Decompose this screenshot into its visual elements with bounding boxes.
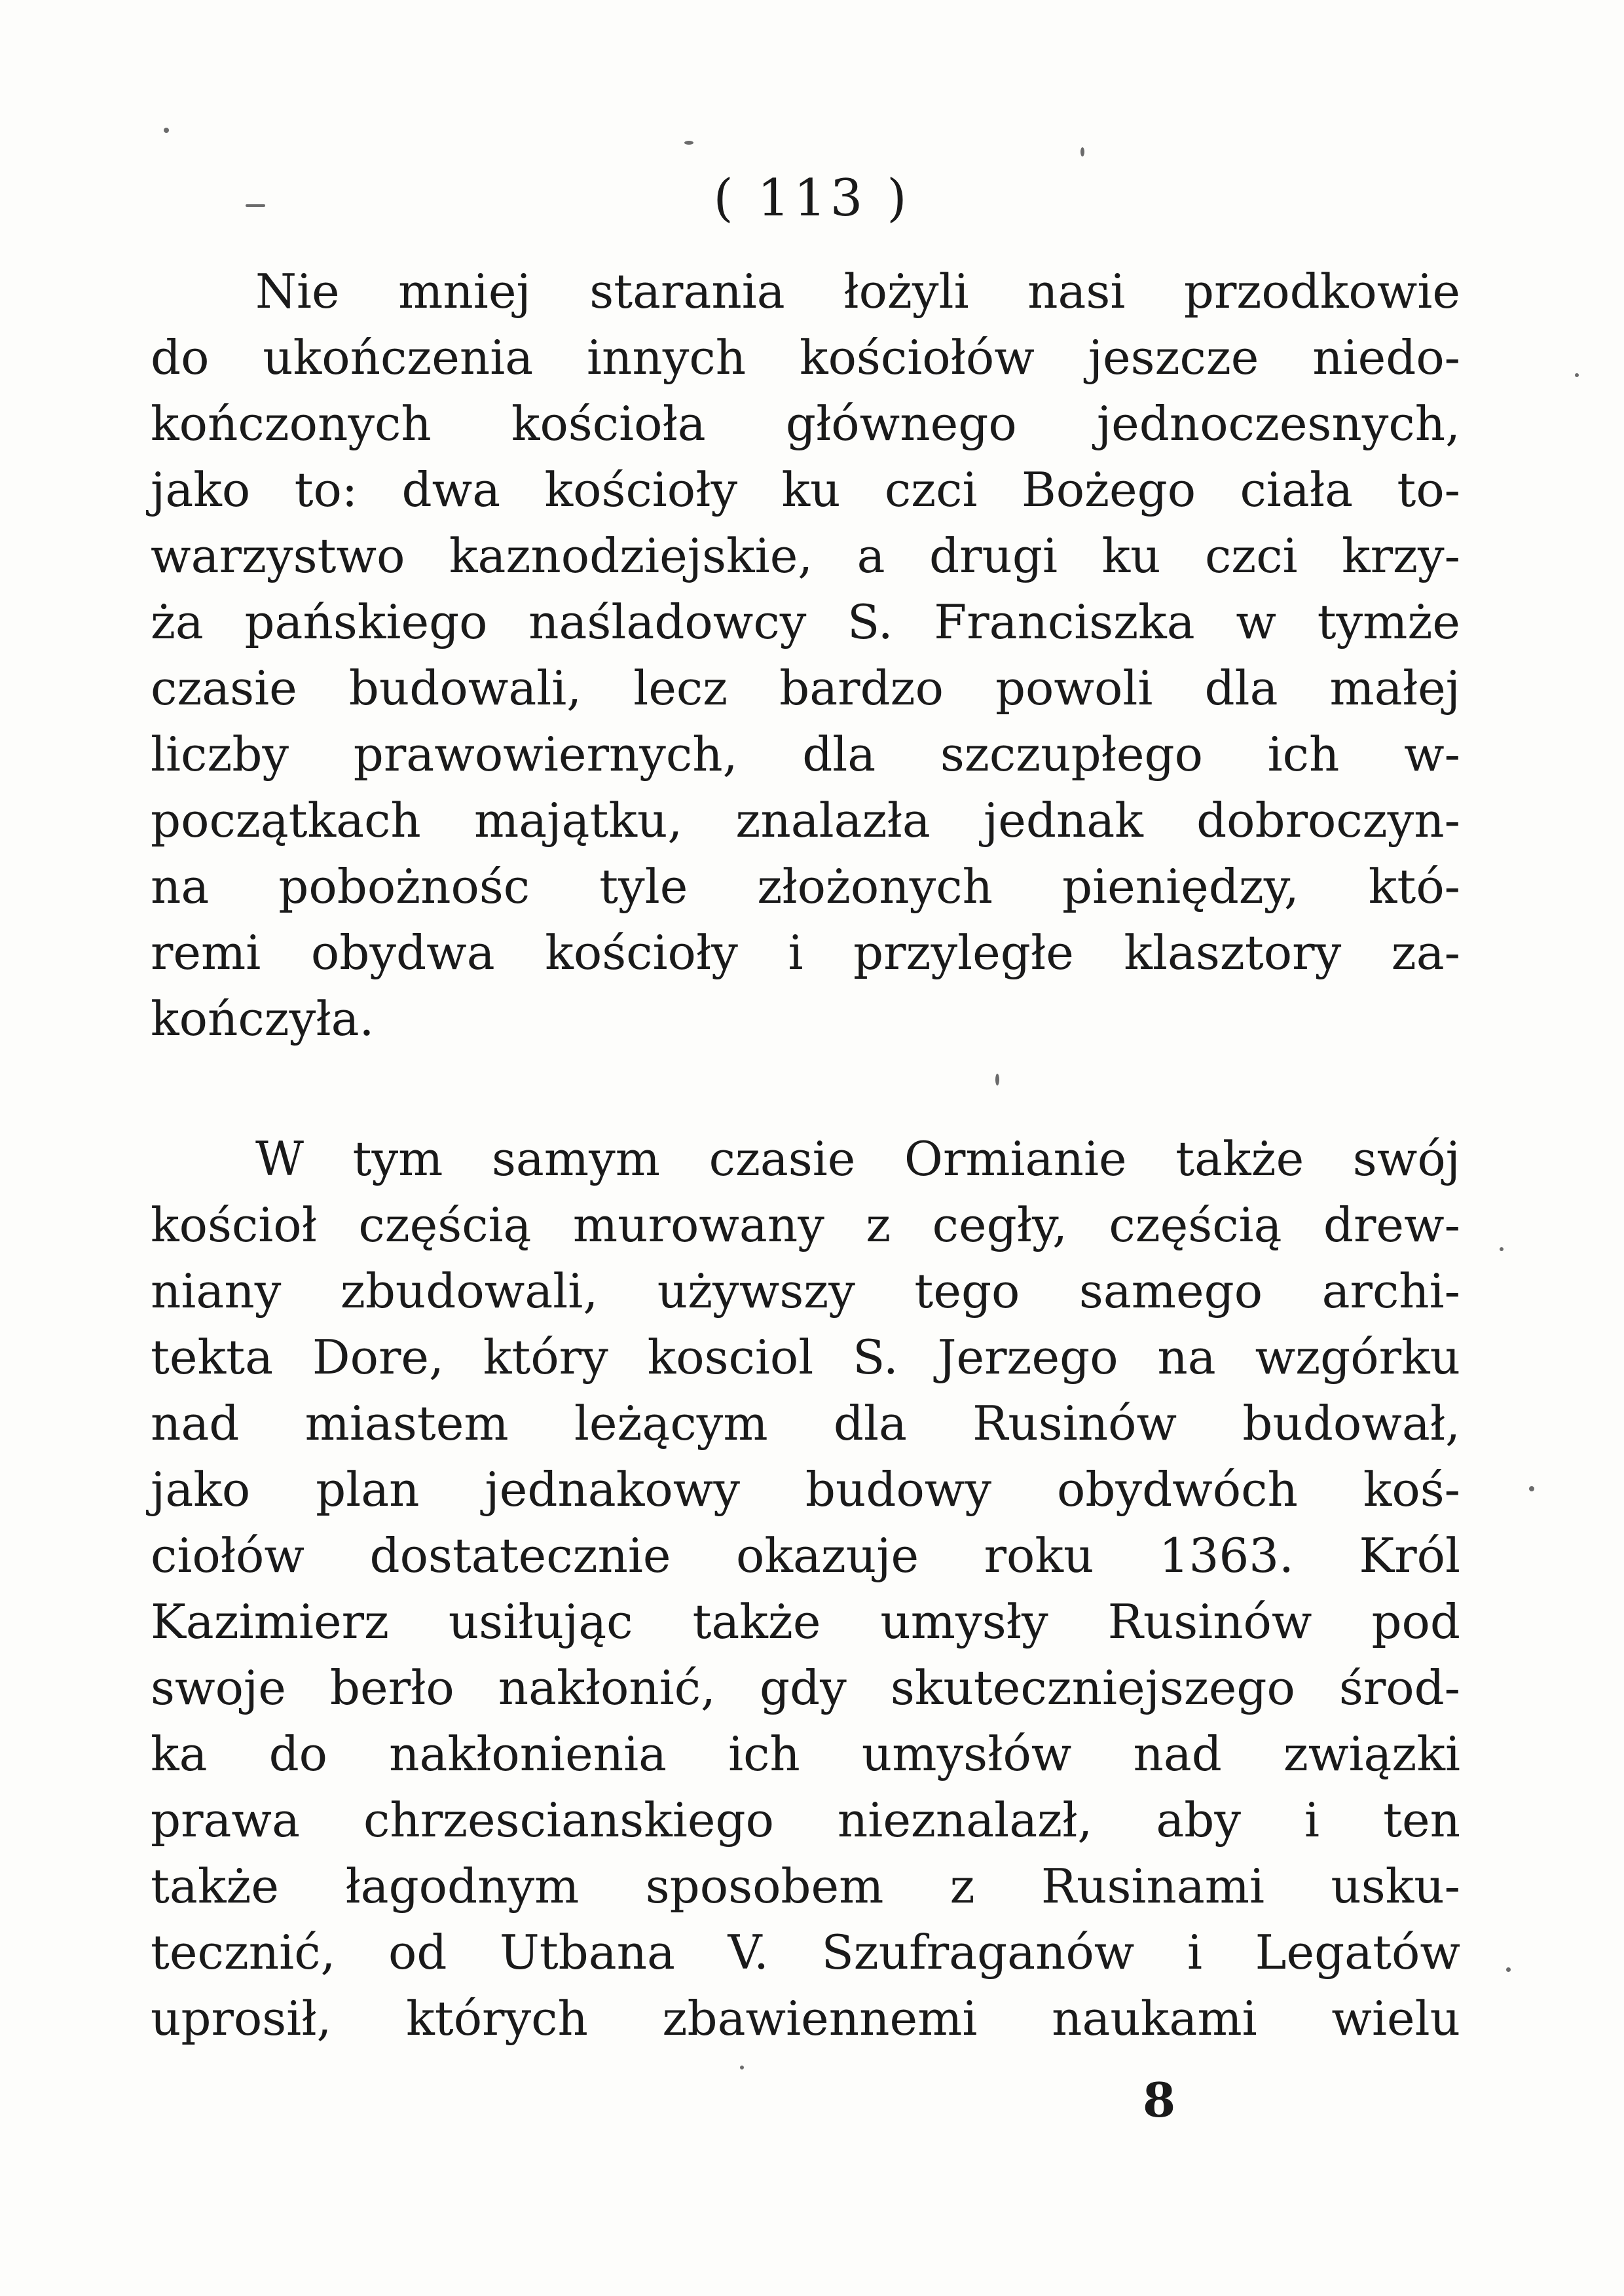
text-line: do ukończenia innych kościołów jeszcze niedo- bbox=[151, 330, 1460, 385]
print-speck bbox=[1506, 1967, 1511, 1972]
print-speck bbox=[1529, 1486, 1534, 1491]
text-line: kończyła. bbox=[151, 991, 375, 1046]
text-line: prawa chrzescianskiego nieznalazł, aby i ten bbox=[151, 1793, 1460, 1848]
paragraph-1 bbox=[151, 259, 1460, 1052]
text-line: także łagodnym sposobem z Rusinami usku- bbox=[151, 1859, 1460, 1914]
paragraph-2 bbox=[151, 1126, 1460, 2052]
text-line: kościoł częścią murowany z cegły, częścią drew- bbox=[151, 1197, 1460, 1252]
print-speck bbox=[995, 1074, 999, 1085]
text-line: uprosił, których zbawiennemi naukami wielu bbox=[151, 1991, 1460, 2046]
text-line: kończonych kościoła głównego jednoczesnych, bbox=[151, 396, 1460, 451]
print-speck bbox=[1500, 1247, 1504, 1251]
text-line: swoje berło nakłonić, gdy skuteczniejszego środ- bbox=[151, 1660, 1460, 1715]
text-line: niany zbudowali, używszy tego samego archi- bbox=[151, 1264, 1460, 1319]
print-speck bbox=[1080, 147, 1084, 156]
signature-mark: 8 bbox=[1143, 2072, 1176, 2128]
text-line: warzystwo kaznodziejskie, a drugi ku czci krzy- bbox=[151, 528, 1460, 583]
text-line: czasie budowali, lecz bardzo powoli dla małej bbox=[151, 661, 1460, 716]
text-line: remi obydwa kościoły i przyległe klasztory za- bbox=[151, 925, 1460, 980]
text-line: na pobożnośc tyle złożonych pieniędzy, któ- bbox=[151, 859, 1460, 914]
text-line: Kazimierz usiłując także umysły Rusinów pod bbox=[151, 1594, 1460, 1649]
text-line: jako plan jednakowy budowy obydwóch koś- bbox=[151, 1462, 1460, 1517]
text-line: liczby prawowiernych, dla szczupłego ich w- bbox=[151, 727, 1460, 782]
print-speck bbox=[740, 2066, 744, 2069]
text-line: nad miastem leżącym dla Rusinów budował, bbox=[151, 1396, 1460, 1451]
text-line: Nie mniej starania łożyli nasi przodkowie bbox=[255, 264, 1460, 319]
text-line: tekta Dore, który kosciol S. Jerzego na wzgórku bbox=[151, 1330, 1460, 1385]
text-line: tecznić, od Utbana V. Szufraganów i Legatów bbox=[151, 1925, 1460, 1980]
page-number: ( 113 ) bbox=[713, 169, 911, 228]
text-line: ka do nakłonienia ich umysłów nad związki bbox=[151, 1726, 1460, 1781]
print-speck bbox=[684, 141, 693, 145]
text-line: ciołów dostatecznie okazuje roku 1363. Król bbox=[151, 1528, 1460, 1583]
text-line: jako to: dwa kościoły ku czci Bożego ciała to- bbox=[151, 462, 1460, 517]
text-line: W tym samym czasie Ormianie także swój bbox=[255, 1131, 1460, 1186]
print-speck bbox=[1575, 373, 1579, 377]
text-line: ża pańskiego naśladowcy S. Franciszka w tymże bbox=[151, 594, 1460, 649]
print-speck bbox=[246, 204, 265, 207]
text-line: początkach majątku, znalazła jednak dobroczyn- bbox=[151, 793, 1460, 848]
print-speck bbox=[164, 128, 169, 133]
